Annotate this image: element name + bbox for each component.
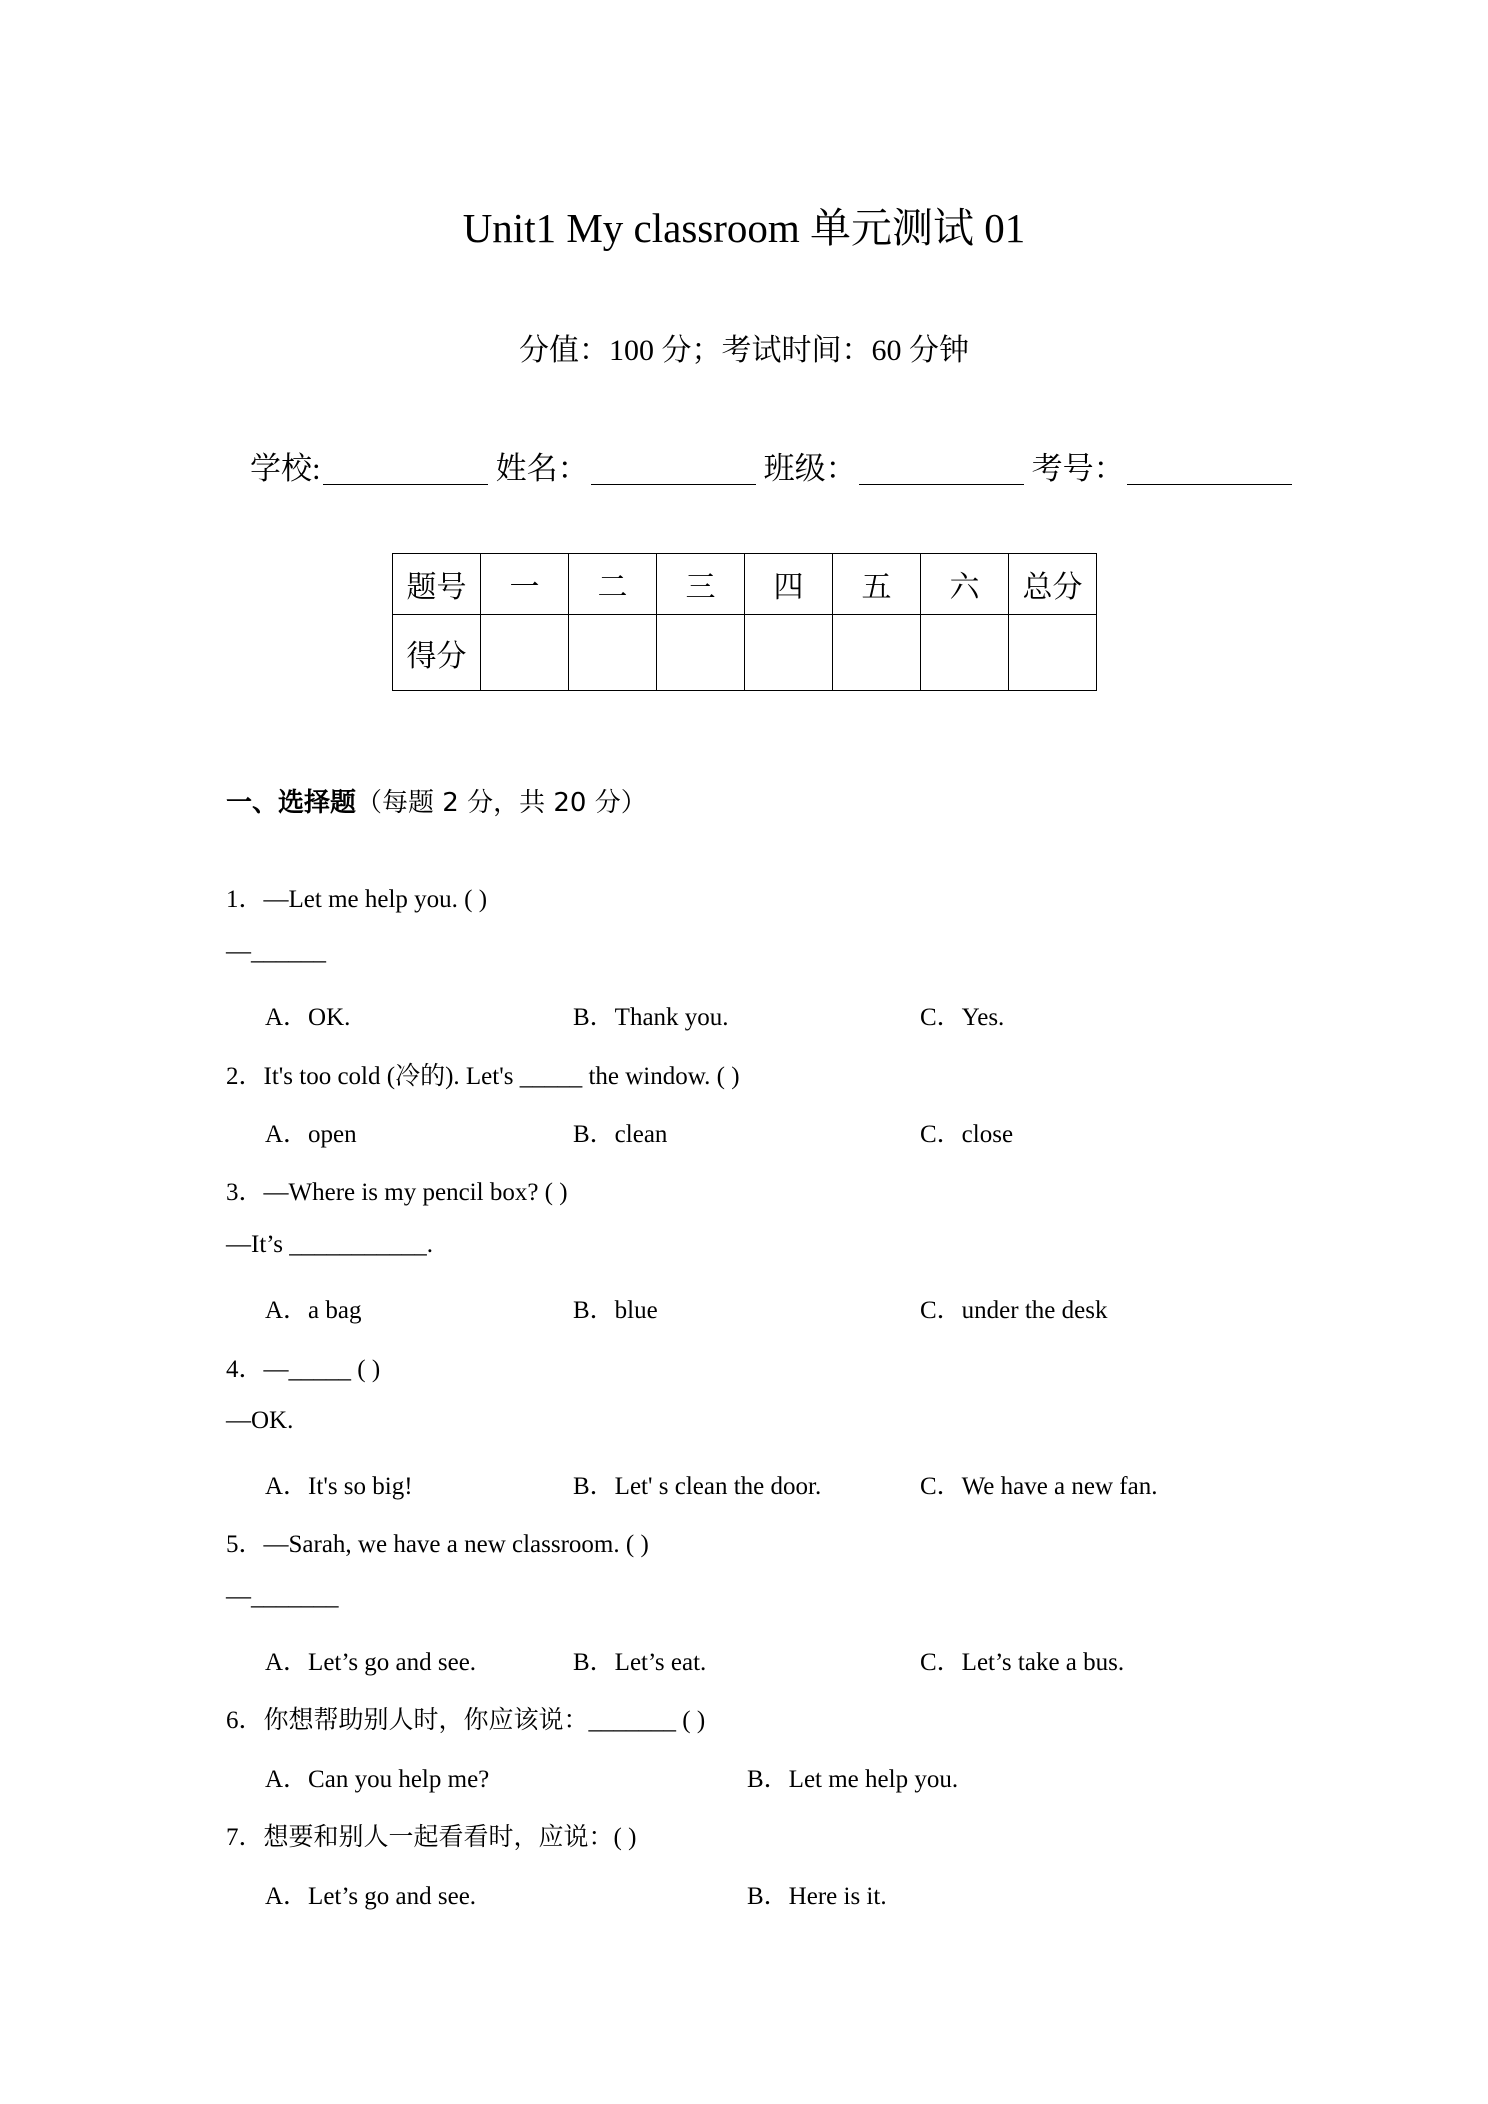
score-header-cell: 题号: [393, 554, 481, 615]
option-c[interactable]: C．Yes.: [920, 1004, 1005, 1031]
question-stem: 4．—_____ ( ): [226, 1356, 381, 1383]
option-c[interactable]: C．Let’s take a bus.: [920, 1649, 1125, 1676]
student-info-line: [250, 443, 1300, 488]
school-blank[interactable]: [323, 454, 488, 485]
score-table-score-row: [393, 615, 1097, 691]
question-stem: 5．—Sarah, we have a new classroom. ( ): [226, 1531, 649, 1558]
option-b[interactable]: B．Let' s clean the door.: [573, 1473, 822, 1500]
name-blank[interactable]: [591, 454, 756, 485]
option-a[interactable]: A．Let’s go and see.: [265, 1883, 477, 1910]
score-cell[interactable]: [481, 615, 569, 691]
score-header-cell: 一: [481, 554, 569, 615]
question-reply: —It’s ___________.: [226, 1231, 433, 1258]
question-reply: —_______: [226, 1583, 339, 1610]
option-a[interactable]: A．OK.: [265, 1004, 351, 1031]
question-stem: 2．It's too cold (冷的). Let's _____ the window. ( ): [226, 1063, 740, 1090]
question-reply: —OK.: [226, 1407, 294, 1434]
option-c[interactable]: C．under the desk: [920, 1297, 1108, 1324]
score-cell[interactable]: [657, 615, 745, 691]
score-header-cell: 五: [833, 554, 921, 615]
option-b[interactable]: B．Here is it.: [747, 1883, 887, 1910]
score-cell[interactable]: [569, 615, 657, 691]
name-label: 姓名：: [495, 451, 589, 486]
option-a[interactable]: A．Can you help me?: [265, 1766, 490, 1793]
score-header-cell: 总分: [1009, 554, 1097, 615]
option-c[interactable]: C．close: [920, 1121, 1014, 1148]
option-b[interactable]: B．blue: [573, 1297, 658, 1324]
score-header-cell: 四: [745, 554, 833, 615]
page-title: Unit1 My classroom 单元测试 01: [462, 205, 1026, 251]
exam-no-blank[interactable]: [1127, 454, 1292, 485]
class-blank[interactable]: [859, 454, 1024, 485]
question-stem: 7．想要和别人一起看看时，应说：( ): [226, 1824, 637, 1851]
option-b[interactable]: B．clean: [573, 1121, 668, 1148]
score-cell[interactable]: [745, 615, 833, 691]
option-b[interactable]: B．Let me help you.: [747, 1766, 959, 1793]
exam-no-label: 考号：: [1031, 451, 1125, 486]
question-stem: 6．你想帮助别人时，你应该说：_______ ( ): [226, 1707, 706, 1734]
exam-subtitle: 分值：100 分；考试时间：60 分钟: [519, 334, 969, 367]
option-a[interactable]: A．It's so big!: [265, 1473, 413, 1500]
class-label: 班级：: [763, 451, 857, 486]
score-row-label: 得分: [393, 615, 481, 691]
option-a[interactable]: A．open: [265, 1121, 357, 1148]
question-stem: 1．—Let me help you. ( ): [226, 886, 488, 913]
score-header-cell: 六: [921, 554, 1009, 615]
option-a[interactable]: A．a bag: [265, 1297, 362, 1324]
section-heading: [226, 782, 647, 819]
score-header-cell: 二: [569, 554, 657, 615]
score-table-header-row: [393, 554, 1097, 615]
option-a[interactable]: A．Let’s go and see.: [265, 1649, 477, 1676]
question-stem: 3．—Where is my pencil box? ( ): [226, 1179, 568, 1206]
option-c[interactable]: C．We have a new fan.: [920, 1473, 1158, 1500]
question-reply: —______: [226, 938, 326, 965]
section-title-bold: 一、选择题: [226, 788, 357, 818]
score-cell[interactable]: [1009, 615, 1097, 691]
score-cell[interactable]: [921, 615, 1009, 691]
section-title-rest: （每题 2 分，共 20 分）: [356, 788, 647, 818]
school-label: 学校:: [250, 451, 321, 486]
score-table: [392, 553, 1097, 691]
score-cell[interactable]: [833, 615, 921, 691]
option-b[interactable]: B．Thank you.: [573, 1004, 729, 1031]
option-b[interactable]: B．Let’s eat.: [573, 1649, 707, 1676]
score-header-cell: 三: [657, 554, 745, 615]
